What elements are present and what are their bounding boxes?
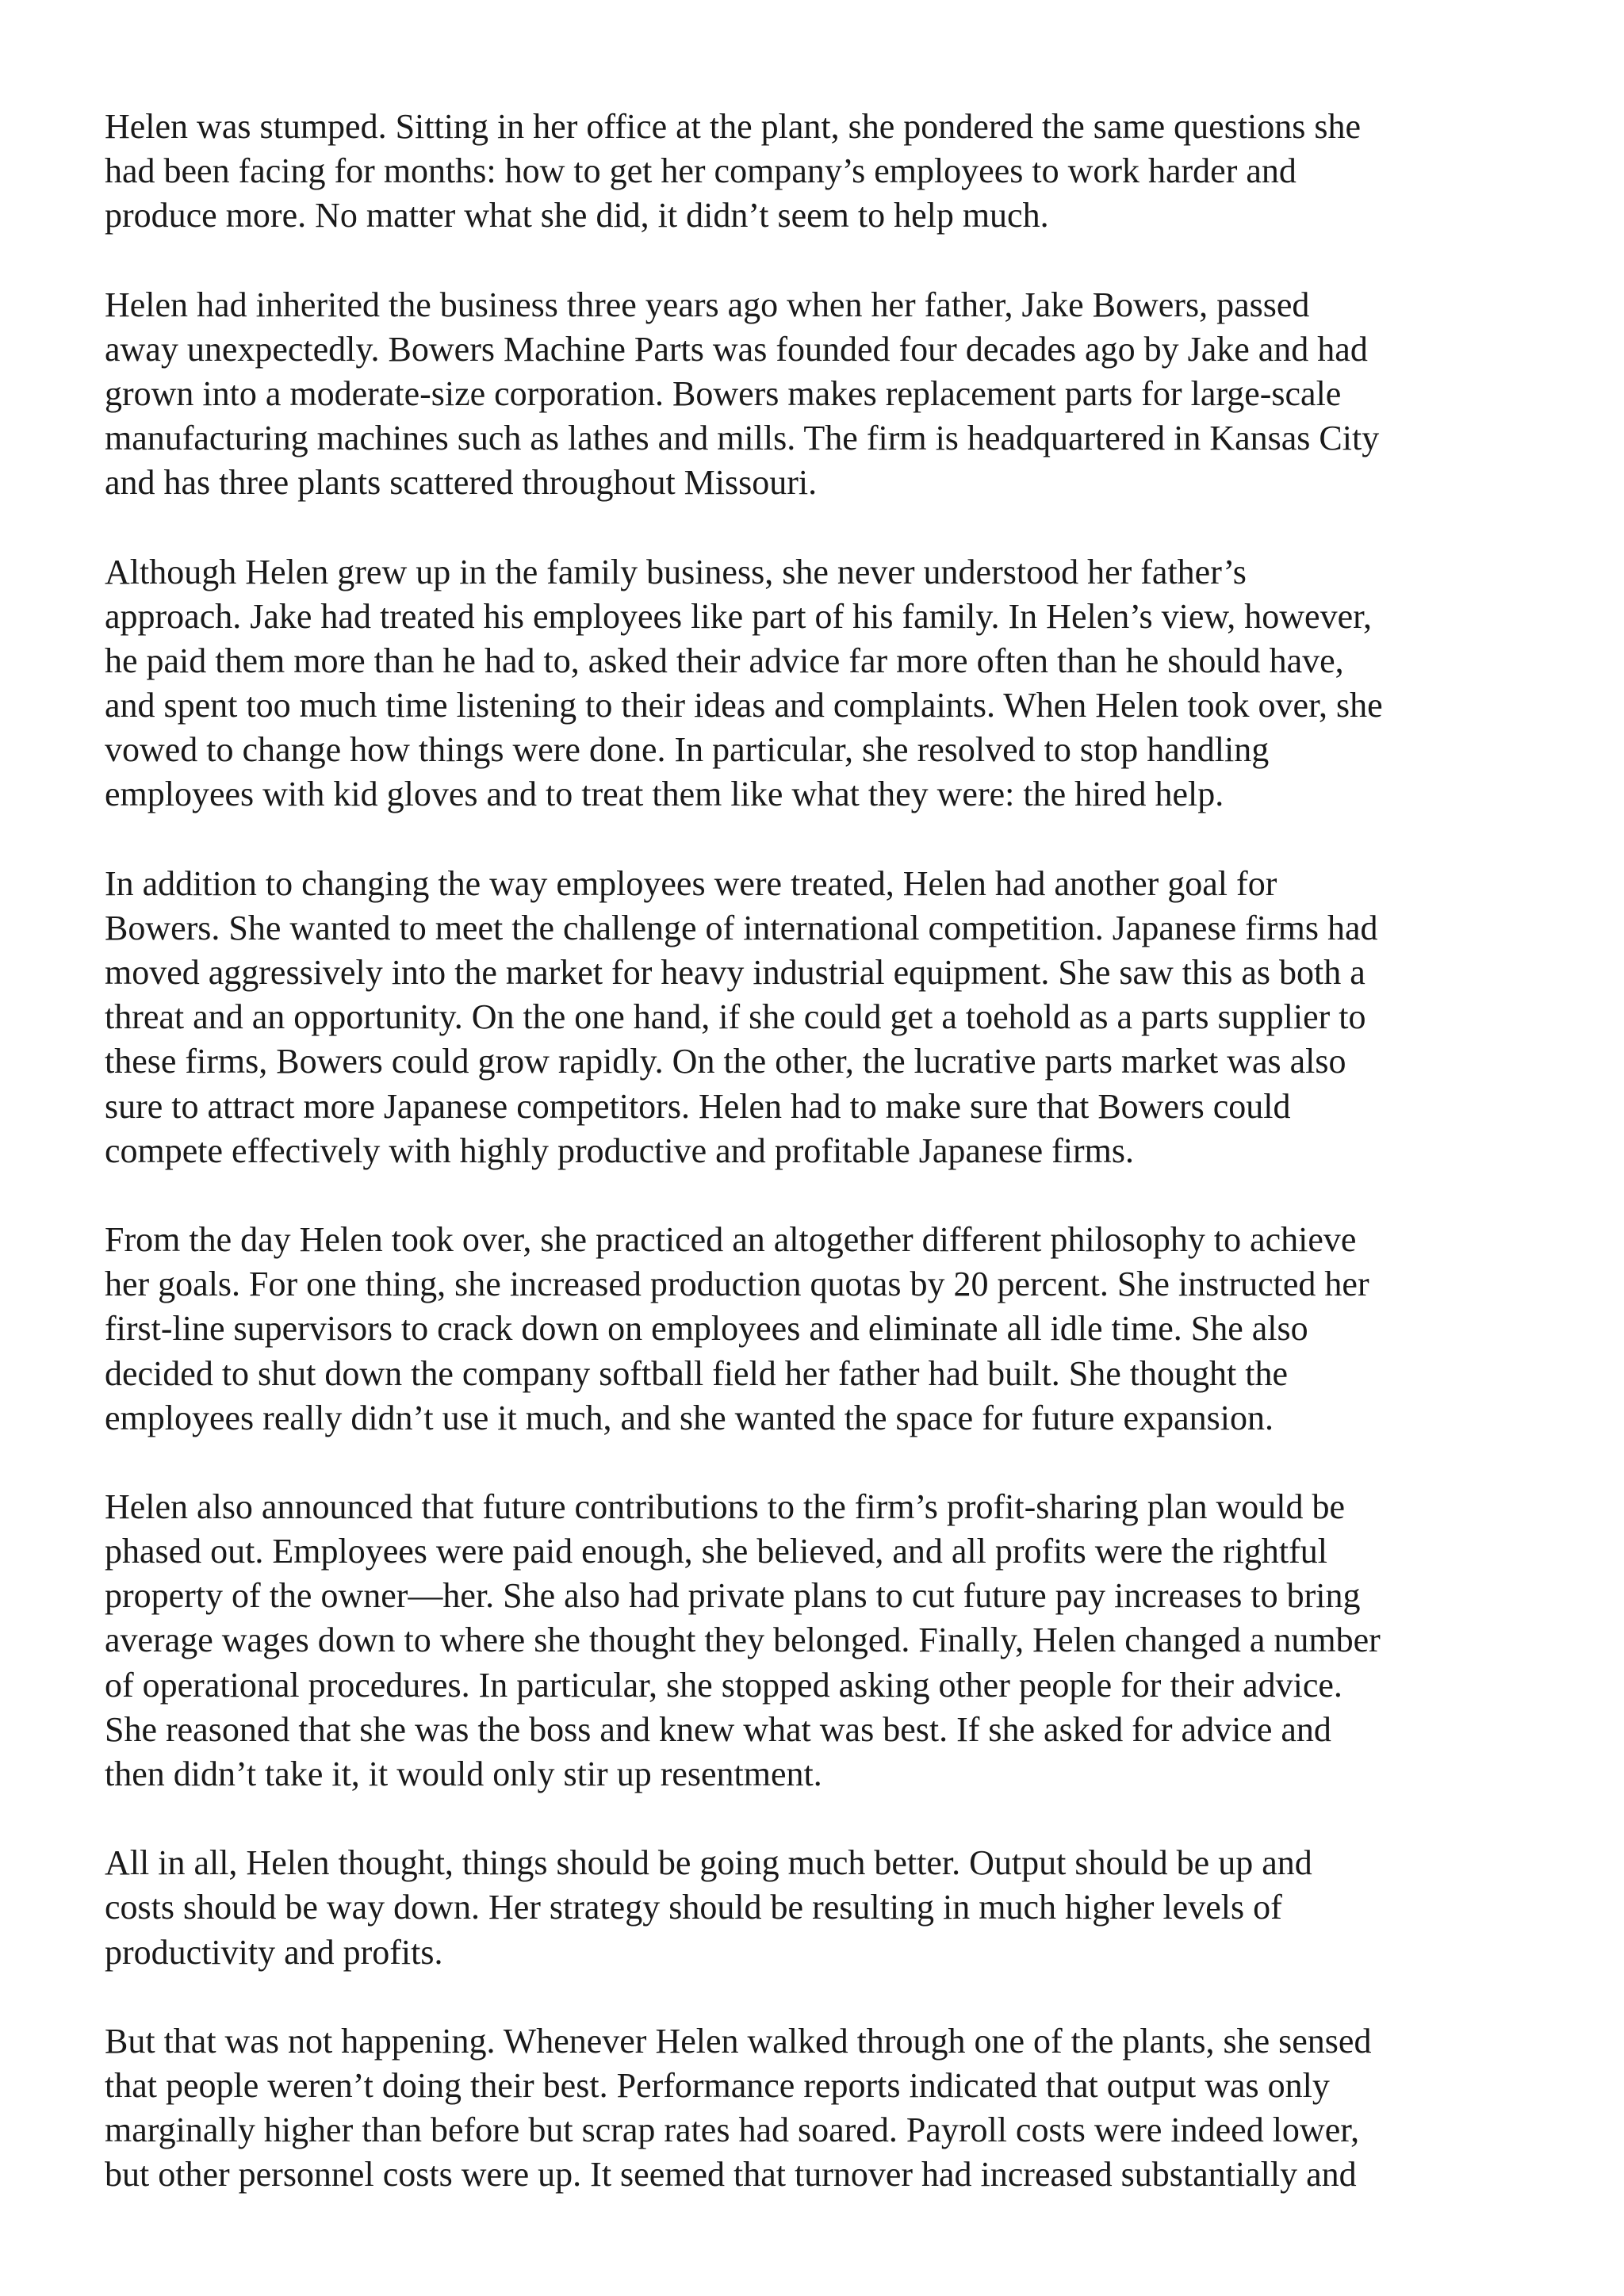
text-line: costs should be way down. Her strategy should be resulting in much higher levels of: [105, 1888, 1282, 1927]
paragraph-4: [105, 862, 1532, 1173]
text-line: vowed to change how things were done. In particular, she resolved to stop handling: [105, 730, 1270, 770]
text-line: compete effectively with highly productive and profitable Japanese firms.: [105, 1131, 1134, 1170]
text-line: approach. Jake had treated his employees like part of his family. In Helen’s view, however,: [105, 596, 1372, 636]
text-line: and has three plants scattered throughout Missouri.: [105, 463, 818, 503]
text-line: these firms, Bowers could grow rapidly. On the other, the lucrative parts market was also: [105, 1042, 1346, 1081]
text-line: average wages down to where she thought they belonged. Finally, Helen changed a number: [105, 1621, 1381, 1660]
text-line: then didn’t take it, it would only stir up resentment.: [105, 1755, 822, 1793]
paragraph-8: [105, 2019, 1532, 2198]
text-line: away unexpectedly. Bowers Machine Parts was founded four decades ago by Jake and had: [105, 329, 1368, 369]
paragraph-6: [105, 1485, 1532, 1797]
text-line: and spent too much time listening to their ideas and complaints. When Helen took over, she: [105, 686, 1383, 725]
text-line: of operational procedures. In particular, she stopped asking other people for their advice.: [105, 1665, 1342, 1705]
text-line: grown into a moderate-size corporation. Bowers makes replacement parts for large-scale: [105, 373, 1342, 413]
text-line: She reasoned that she was the boss and knew what was best. If she asked for advice and: [105, 1709, 1331, 1749]
text-line: From the day Helen took over, she practiced an altogether different philosophy to achieve: [105, 1219, 1357, 1259]
text-line: but other personnel costs were up. It seemed that turnover had increased substantially and: [105, 2155, 1357, 2195]
text-line: marginally higher than before but scrap rates had soared. Payroll costs were indeed lower,: [105, 2110, 1360, 2150]
paragraph-7: [105, 1841, 1532, 1975]
text-line: first-line supervisors to crack down on employees and eliminate all idle time. She also: [105, 1309, 1308, 1349]
text-line: Bowers. She wanted to meet the challenge of international competition. Japanese firms had: [105, 908, 1378, 947]
text-line: produce more. No matter what she did, it didn’t seem to help much.: [105, 196, 1049, 235]
text-line: employees with kid gloves and to treat them like what they were: the hired help.: [105, 775, 1224, 814]
text-line: But that was not happening. Whenever Helen walked through one of the plants, she sensed: [105, 2021, 1372, 2061]
text-line: Although Helen grew up in the family business, she never understood her father’s: [105, 552, 1247, 591]
paragraph-3: [105, 550, 1532, 817]
text-line: he paid them more than he had to, asked their advice far more often than he should have,: [105, 641, 1344, 680]
paragraph-2: [105, 283, 1532, 506]
document-page: [105, 105, 1532, 2242]
text-line: her goals. For one thing, she increased production quotas by 20 percent. She instructed her: [105, 1265, 1369, 1304]
text-line: Helen had inherited the business three years ago when her father, Jake Bowers, passed: [105, 285, 1310, 324]
text-line: property of the owner—her. She also had private plans to cut future pay increases to bring: [105, 1576, 1361, 1616]
text-line: productivity and profits.: [105, 1932, 443, 1972]
text-line: Helen also announced that future contributions to the firm’s profit-sharing plan would be: [105, 1487, 1346, 1526]
text-line: Helen was stumped. Sitting in her office at the plant, she pondered the same questions she: [105, 107, 1362, 146]
text-line: decided to shut down the company softball field her father had built. She thought the: [105, 1353, 1288, 1393]
text-line: that people weren’t doing their best. Performance reports indicated that output was only: [105, 2065, 1330, 2105]
text-line: threat and an opportunity. On the one hand, if she could get a toehold as a parts supplier to: [105, 997, 1366, 1037]
text-line: sure to attract more Japanese competitors. Helen had to make sure that Bowers could: [105, 1086, 1291, 1126]
text-line: moved aggressively into the market for heavy industrial equipment. She saw this as both a: [105, 953, 1365, 992]
text-line: employees really didn’t use it much, and she wanted the space for future expansion.: [105, 1398, 1274, 1437]
paragraph-5: [105, 1218, 1532, 1441]
paragraph-1: [105, 105, 1532, 239]
text-line: In addition to changing the way employees were treated, Helen had another goal for: [105, 863, 1277, 903]
text-line: manufacturing machines such as lathes and mills. The firm is headquartered in Kansas City: [105, 419, 1380, 458]
text-line: had been facing for months: how to get her company’s employees to work harder and: [105, 151, 1297, 191]
text-line: phased out. Employees were paid enough, she believed, and all profits were the rightful: [105, 1532, 1327, 1571]
text-line: All in all, Helen thought, things should be going much better. Output should be up and: [105, 1843, 1312, 1883]
